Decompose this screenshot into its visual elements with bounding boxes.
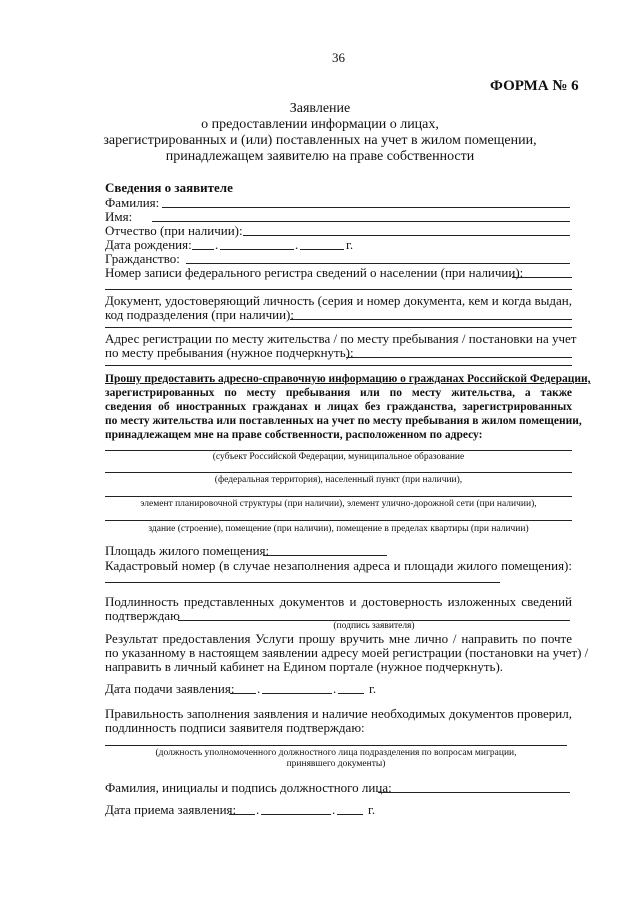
- surname-label: Фамилия:: [105, 195, 160, 210]
- address-hint-2: (федеральная территория), населенный пункт (при наличии),: [214, 475, 463, 485]
- request-line-4: по месту жительства или поставленных на учет по месту пребывания в жилом помещении,: [105, 415, 582, 427]
- birth-date-suffix: г.: [346, 237, 354, 252]
- accept-date-separator: .: [332, 802, 336, 817]
- submit-date-label: Дата подачи заявления:: [105, 681, 235, 696]
- official-signature-label: Фамилия, инициалы и подпись должностного лица:: [105, 780, 392, 795]
- address-label-line-2: по месту пребывания (нужное подчеркнуть):: [105, 345, 354, 360]
- heading-line-2: о предоставлении информации о лицах,: [201, 117, 439, 132]
- document-label-line-1: Документ, удостоверяющий личность (серия и номер документа, кем и когда выдан,: [105, 293, 572, 308]
- accept-day-field[interactable]: [229, 814, 255, 815]
- result-line-1: Результат предоставления Услуги прошу вручить мне лично / направить по почте: [105, 631, 572, 646]
- birth-date-separator: .: [295, 237, 299, 252]
- check-line-2: подлинность подписи заявителя подтверждаю:: [105, 720, 365, 735]
- document-label-line-2: код подразделения (при наличии):: [105, 307, 294, 322]
- check-line-1: Правильность заполнения заявления и наличие необходимых документов проверил,: [105, 706, 572, 721]
- heading-line-3: зарегистрированных и (или) поставленных на учет в жилом помещении,: [103, 133, 537, 148]
- area-field[interactable]: [263, 555, 387, 556]
- document-field[interactable]: [290, 319, 572, 320]
- submit-year-field[interactable]: [338, 693, 364, 694]
- accept-date-label: Дата приема заявления:: [105, 802, 237, 817]
- birth-day-field[interactable]: [192, 249, 214, 250]
- address-street-field[interactable]: [105, 496, 572, 497]
- official-position-hint-2: принявшего документы): [286, 759, 386, 769]
- request-line-3: сведения об иностранных гражданах и лицах без гражданства, зарегистрированных: [105, 401, 572, 413]
- result-line-2: по указанному в настоящем заявлении адресу моей регистрации (постановки на учет) /: [105, 645, 589, 660]
- register-number-field-extra[interactable]: [105, 289, 572, 290]
- birth-year-field[interactable]: [300, 249, 344, 250]
- form-title: ФОРМА № 6: [490, 78, 579, 94]
- request-line-1: Прошу предоставить адресно-справочную информацию о гражданах Российской Федерации,: [105, 373, 591, 385]
- cadastral-field[interactable]: [105, 582, 500, 583]
- address-field[interactable]: [346, 357, 572, 358]
- applicant-section-title: Сведения о заявителе: [105, 180, 233, 195]
- surname-field[interactable]: [162, 207, 570, 208]
- address-field-extra[interactable]: [105, 365, 572, 366]
- register-number-field[interactable]: [512, 277, 572, 278]
- accept-month-field[interactable]: [261, 814, 331, 815]
- patronymic-label: Отчество (при наличии):: [105, 223, 243, 238]
- submit-date-separator: .: [333, 681, 337, 696]
- page-number: 36: [332, 50, 345, 65]
- address-subject-field[interactable]: [105, 450, 572, 451]
- register-number-label: Номер записи федерального регистра сведений о населении (при наличии):: [105, 265, 524, 280]
- signature-hint: (подпись заявителя): [333, 621, 415, 631]
- submit-month-field[interactable]: [262, 693, 332, 694]
- birth-date-label: Дата рождения:: [105, 237, 192, 252]
- request-line-5: принадлежащем мне на праве собственности, расположенном по адресу:: [105, 429, 483, 441]
- name-field[interactable]: [152, 221, 570, 222]
- accept-date-suffix: г.: [368, 802, 376, 817]
- submit-day-field[interactable]: [230, 693, 256, 694]
- citizenship-label: Гражданство:: [105, 251, 180, 266]
- official-position-field[interactable]: [105, 745, 567, 746]
- birth-month-field[interactable]: [220, 249, 294, 250]
- citizenship-field[interactable]: [186, 263, 570, 264]
- address-hint-4: здание (строение), помещение (при наличии), помещение в пределах квартиры (при наличии): [148, 524, 529, 534]
- address-building-field[interactable]: [105, 520, 572, 521]
- confirm-line-2: подтверждаю: [105, 608, 180, 623]
- document-field-extra[interactable]: [105, 327, 572, 328]
- accept-date-separator: .: [256, 802, 260, 817]
- address-hint-1: (субъект Российской Федерации, муниципальное образование: [212, 452, 465, 462]
- request-line-2: зарегистрированных по месту пребывания или по месту жительства, а также: [105, 387, 572, 399]
- cadastral-label: Кадастровый номер (в случае незаполнения адреса и площади жилого помещения):: [105, 558, 572, 573]
- result-line-3: направить в личный кабинет на Едином портале (нужное подчеркнуть).: [105, 659, 504, 674]
- address-hint-3: элемент планировочной структуры (при наличии), элемент улично-дорожной сети (при наличии),: [140, 499, 537, 509]
- patronymic-field[interactable]: [243, 235, 570, 236]
- name-label: Имя:: [105, 209, 133, 224]
- accept-year-field[interactable]: [337, 814, 363, 815]
- area-label: Площадь жилого помещения:: [105, 543, 270, 558]
- official-signature-field[interactable]: [378, 792, 570, 793]
- address-locality-field[interactable]: [105, 472, 572, 473]
- official-position-hint-1: (должность уполномоченного должностного лица подразделения по вопросам миграции,: [155, 748, 517, 758]
- heading-line-4: принадлежащем заявителю на праве собственности: [165, 149, 475, 164]
- submit-date-separator: .: [257, 681, 261, 696]
- submit-date-suffix: г.: [369, 681, 377, 696]
- confirm-line-1: Подлинность представленных документов и достоверность изложенных сведений: [105, 594, 572, 609]
- birth-date-separator: .: [215, 237, 219, 252]
- heading-line-1: Заявление: [289, 101, 351, 116]
- address-label-line-1: Адрес регистрации по месту жительства / по месту пребывания / постановки на учет: [105, 331, 577, 346]
